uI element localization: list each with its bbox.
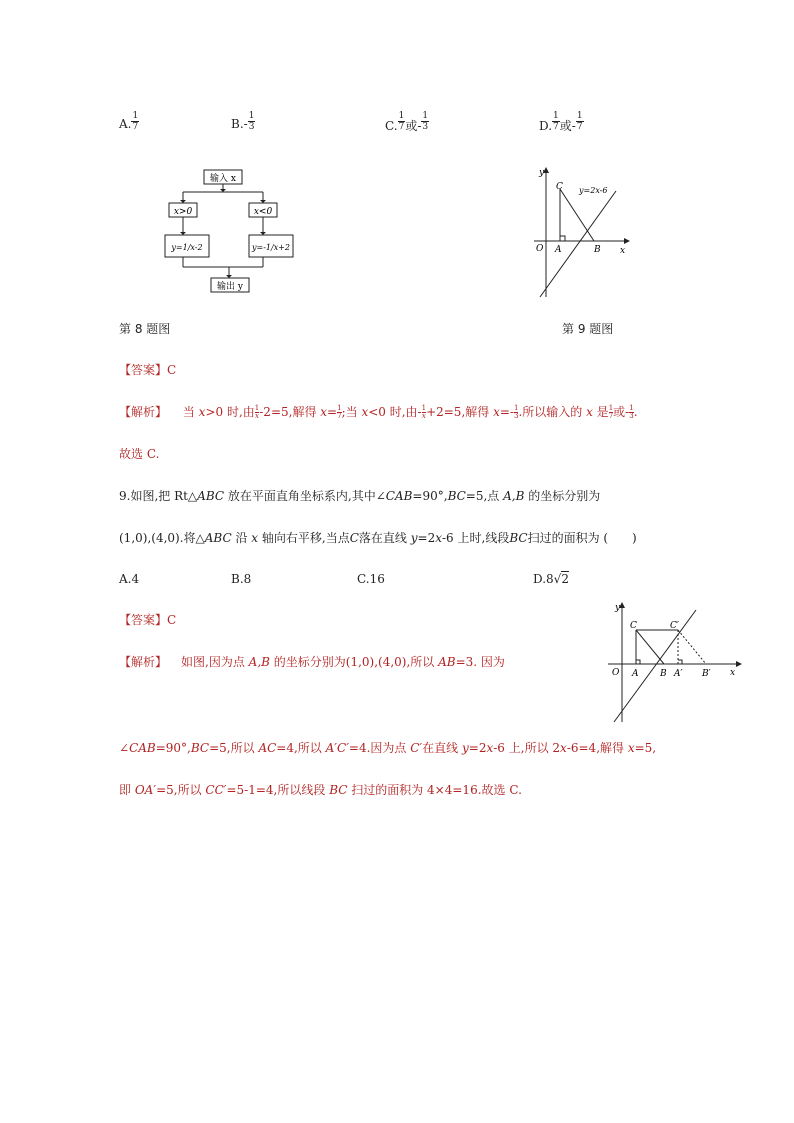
- svg-text:C: C: [630, 621, 637, 631]
- svg-text:x: x: [730, 668, 736, 678]
- q9-option-d: D.8√2: [533, 572, 569, 586]
- fraction: $\frac{1}{7}$: [132, 111, 139, 132]
- option-a: A. $\frac{1}{7}$: [119, 111, 139, 132]
- fraction: $\frac{1}{7}$: [553, 111, 559, 132]
- svg-text:A′: A′: [674, 669, 683, 679]
- svg-text:B′: B′: [702, 669, 711, 679]
- svg-text:O: O: [612, 668, 620, 678]
- fraction: $\frac{1}{7}$: [398, 111, 405, 132]
- svg-text:x: x: [620, 246, 626, 256]
- svg-text:y: y: [615, 603, 621, 613]
- sqrt-icon: √: [553, 572, 562, 586]
- fig9-caption: 第 9 题图: [562, 322, 614, 336]
- flowchart-figure: [155, 165, 305, 300]
- option-d: D. $\frac{1}{7}$ 或- $\frac{1}{7}$: [539, 111, 583, 133]
- q8-answer: 【答案】C: [119, 363, 177, 377]
- flow-formula-left-text: y=1/x-2: [171, 243, 203, 252]
- q9-stem-line1: 9.如图,把 Rt△ABC 放在平面直角坐标系内,其中∠CAB=90°,BC=5,点 A,B 的坐标分别为: [119, 489, 601, 503]
- q9-option-a: A.4: [119, 572, 140, 586]
- q9-analysis-line2: ∠CAB=90°,BC=5,所以 AC=4,所以 A′C′=4.因为点 C′在直线 y=2x-6 上,所以 2x-6=4,解得 x=5,: [119, 741, 657, 755]
- flow-cond-right-text: x<0: [253, 207, 273, 217]
- flow-output-text: 输出 y: [217, 282, 243, 292]
- q9-option-c: C.16: [357, 572, 385, 586]
- q8-conclusion: 故选 C.: [119, 447, 160, 461]
- fig9-graph: [532, 163, 642, 303]
- svg-text:y: y: [539, 168, 545, 178]
- flow-input-text: 输入 x: [210, 174, 236, 184]
- q9-option-b: B.8: [231, 572, 252, 586]
- fraction: $\frac{1}{3}$: [248, 111, 255, 132]
- q9-analysis-line3: 即 OA′=5,所以 CC′=5-1=4,所以线段 BC 扫过的面积为 4×4=16.故选 C.: [119, 783, 522, 797]
- option-c: C. $\frac{1}{7}$ 或- $\frac{1}{3}$: [385, 111, 429, 133]
- q9-answer: 【答案】C: [119, 613, 177, 627]
- fraction: $\frac{1}{3}$: [422, 111, 429, 132]
- q8-analysis: 【解析】 当 x>0 时,由$\frac{1}{x}-2=5$,解得 $x=\frac{1}{7}$;当 x<0 时,由$-\frac{1}{x}+2=5$,解得 $x=-\frac{1}{3}$.所以输入的 x 是$\frac{1}{7}$或$-\frac{1}{3}$.: [119, 404, 638, 420]
- fig8-caption: 第 8 题图: [119, 322, 171, 336]
- q9-analysis-line1: 【解析】 如图,因为点 A,B 的坐标分别为(1,0),(4,0),所以 AB=3. 因为: [119, 655, 505, 669]
- flow-formula-right-text: y=-1/x+2: [251, 243, 291, 252]
- flow-cond-left-text: x>0: [173, 207, 193, 217]
- svg-text:O: O: [536, 244, 544, 254]
- svg-text:C: C: [556, 182, 563, 192]
- svg-text:C′: C′: [670, 621, 679, 631]
- option-b: B.- $\frac{1}{3}$: [231, 111, 255, 132]
- svg-text:A: A: [555, 245, 562, 255]
- fraction: $\frac{1}{7}$: [576, 111, 583, 132]
- fig9-analysis-graph: [604, 600, 744, 725]
- svg-text:y=2x-6: y=2x-6: [579, 186, 608, 195]
- svg-text:B: B: [660, 669, 667, 679]
- q9-stem-line2: (1,0),(4,0).将△ABC 沿 x 轴向右平移,当点C落在直线 y=2x-6 上时,线段BC扫过的面积为 ( ): [119, 531, 637, 545]
- svg-text:A: A: [632, 669, 639, 679]
- svg-text:B: B: [594, 245, 601, 255]
